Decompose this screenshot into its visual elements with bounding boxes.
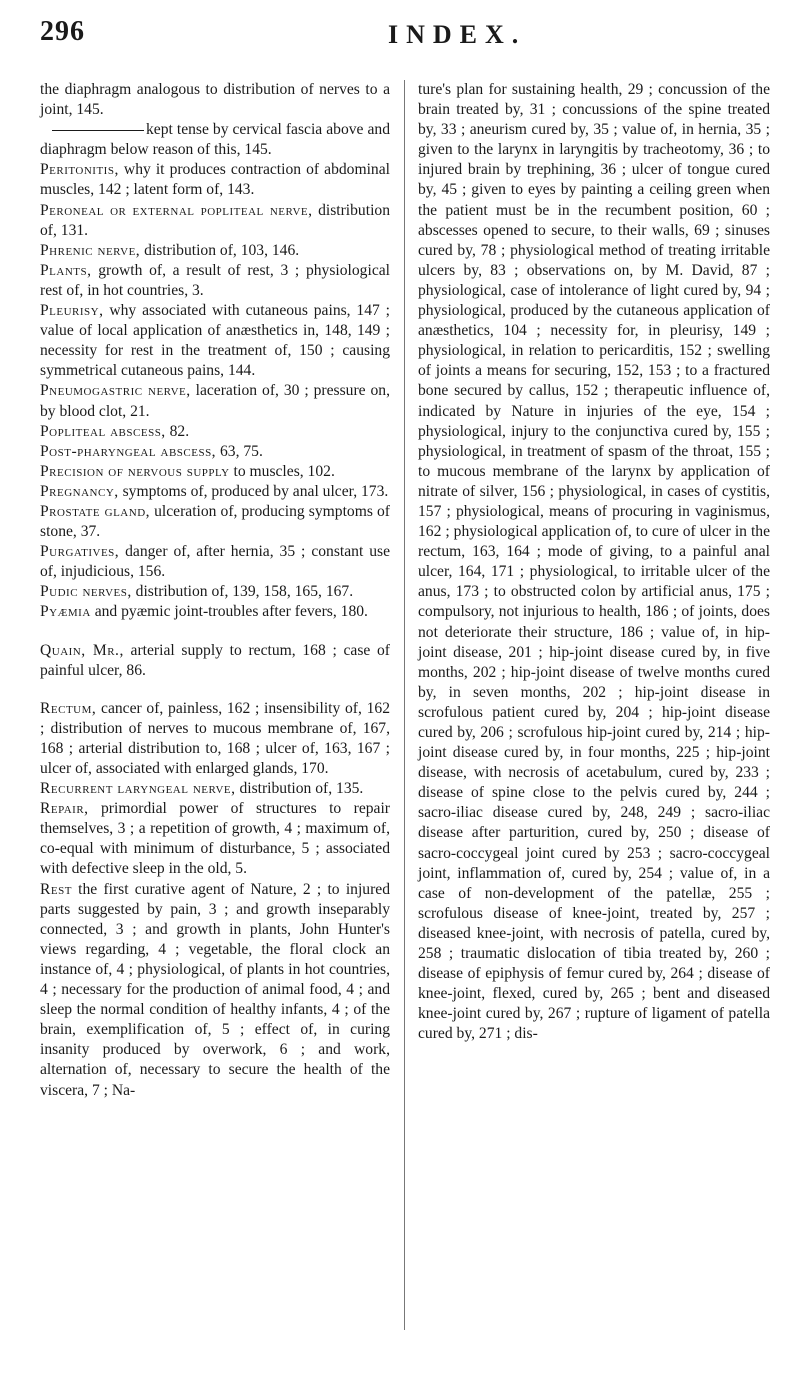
- index-entry-pleurisy: [40, 301, 390, 381]
- index-column-right: [418, 80, 770, 1370]
- index-entry-text: and pyæmic joint-troubles after fevers, 180.: [90, 603, 368, 621]
- index-column-left: [40, 80, 390, 1370]
- index-headword: Recurrent laryngeal nerve,: [40, 780, 236, 798]
- index-headword: Purgatives,: [40, 543, 120, 561]
- index-entry-text: ulceration of, producing symptoms of stone, 37.: [40, 502, 390, 541]
- index-entry-text: the diaphragm analogous to distribution of nerves to a joint, 145.: [40, 81, 390, 119]
- index-headword: Peroneal or external popliteal nerve,: [40, 201, 313, 219]
- index-headword: Precision of nervous supply: [40, 462, 230, 480]
- page-header: [40, 16, 760, 56]
- index-entry-text: distribution of, 103, 146.: [140, 241, 300, 259]
- index-entry-text: ture's plan for sustaining health, 29 ; concussion of the brain treated by, 31 ; concussions of the spine treated by, 33 ; aneurism cured by, 35 ; value of, in hernia, 35 ; given to the larynx in laryngitis by tracheotomy, 36 ; to injured brain by trephining, 36 ; ulcer of tongue cured by, 45 ; given to eyes by painting a ceiling green when the patient must be in the recumbent position, 60 ; abscesses opened to secure, to their walls, 69 ; sinuses cured by, 78 ; physiological method of treating irritable ulcers by, 83 ; observations on, by M. David, 87 ; physiological, case of intolerance of light cured by, 94 ; physiological, produced by the cutaneous application of anæsthetics, 104 ; necessity for, in pleurisy, 149 ; physiological, in relation to pericarditis, 152 ; swelling of joints a means for securing, 152, 153 ; to a fractured bone secured by callus, 152 ; therapeutic influence of, indicated by Nature in injuries of the eye, 154 ; physiological, injury to the conjunctiva cured by, 155 ; physiological, in treatment of spasm of the throat, 155 ; to mucous membrane of the larynx by application of nitrate of silver, 156 ; physiological, in cases of cystitis, 157 ; physiological, means of procuring in vaginismus, 162 ; physiological application of, to cure of ulcer in the rectum, 163, 164 ; mode of giving, to a painful anal ulcer, 164, 171 ; physiological, to irritable ulcer of the anus, 173 ; to obstructed colon by artificial anus, 175 ; compulsory, not injurious to health, 186 ; of joints, does not deteriorate their structure, 186 ; value of, in hip-joint disease, 201 ; hip-joint disease cured by, in five months, 202 ; hip-joint disease of twelve months cured by, in seven months, 202 ; hip-joint disease in scrofulous patient cured by, 204 ; hip-joint disease cured by, 206 ; scrofulous hip-joint cured by, 214 ; hip-joint disease cured by, in four months, 225 ; hip-joint disease, with necrosis of acetabulum, cured by, 233 ; disease of spine close to the pelvis cured by, 244 ; sacro-iliac disease cured by, 248, 249 ; sacro-iliac disease after parturition, cured by, 250 ; disease of sacro-coccygeal joint cured by 253 ; sacro-coccygeal joint, inflammation of, cured by, 254 ; value of, in a case of non-development of the patellæ, 255 ; scrofulous disease of knee-joint, treated by, 257 ; diseased knee-joint, with necrosis of patella, cured by, 258 ; traumatic dislocation of tibia treated by, 260 ; disease of epiphysis of femur cured by, 264 ; disease of knee-joint, flexed, cured by, 265 ; bent and diseased knee-joint cured by, 267 ; rupture of ligament of patella cured by, 271 ; dis-: [418, 81, 770, 1043]
- index-entry-diaphragm-cont: [40, 80, 390, 120]
- index-entry-rectum: [40, 699, 390, 779]
- index-headword: Pyæmia: [40, 603, 91, 621]
- index-entry-prostate: [40, 502, 390, 542]
- index-entry-pneumogastric: [40, 381, 390, 421]
- index-headword: Plants,: [40, 261, 92, 279]
- index-entry-text: kept tense by cervical fascia above and diaphragm below reason of this, 145.: [40, 121, 390, 159]
- index-entry-peroneal: [40, 201, 390, 241]
- index-headword: Pneumogastric nerve,: [40, 382, 191, 400]
- index-entry-text: danger of, after hernia, 35 ; constant use of, injudicious, 156.: [40, 543, 390, 581]
- index-entry-text: distribution of, 131.: [40, 201, 390, 239]
- index-entry-rest: [40, 880, 390, 1101]
- index-entry-rest-cont: [418, 80, 770, 1045]
- index-entry-text: to muscles, 102.: [229, 462, 335, 480]
- index-headword: Rest: [40, 880, 72, 898]
- index-entry-text: distribution of, 135.: [235, 780, 364, 798]
- index-headword: Rectum,: [40, 699, 97, 717]
- index-headword: Pregnancy,: [40, 482, 119, 500]
- index-entry-repair: [40, 799, 390, 879]
- index-entry-text: primordial power of structures to repair themselves, 3 ; a repetition of growth, 4 ; maximum of, co-equal with minimum of disturbance, 5 ; associated with defective sleep in the old, 5.: [40, 800, 390, 878]
- index-entry-text: laceration of, 30 ; pressure on, by blood clot, 21.: [40, 382, 390, 420]
- index-entry-precision: [40, 462, 390, 482]
- running-head: INDEX.: [388, 20, 527, 49]
- index-entry-recurrent: [40, 779, 390, 799]
- index-headword: Phrenic nerve,: [40, 241, 141, 259]
- index-entry-post-pharyngeal: [40, 442, 390, 462]
- index-headword: Pleurisy,: [40, 302, 104, 320]
- index-entry-pyaemia: [40, 602, 390, 622]
- index-columns: [40, 80, 770, 1370]
- index-entry-text: why it produces contraction of abdominal muscles, 142 ; latent form of, 143.: [40, 161, 390, 199]
- index-entry-popliteal: [40, 422, 390, 442]
- ditto-dash: [52, 130, 144, 131]
- index-headword: Post-pharyngeal abscess,: [40, 442, 217, 460]
- index-entry-purgatives: [40, 542, 390, 582]
- index-entry-phrenic: [40, 241, 390, 261]
- index-entry-kept-tense: [40, 120, 390, 160]
- index-headword: Repair,: [40, 800, 89, 818]
- index-entry-text: the first curative agent of Nature, 2 ; to injured parts suggested by pain, 3 ; and growth inseparably connected, 3 ; and growth in plants, John Hunter's views regarding, 4 ; vegetable, the floral clock an instance of, 4 ; physiological, of plants in hot countries, 4 ; necessary for the production of animal food, 4 ; and sleep the normal condition of healthy infants, 4 ; of the brain, exemplification of, 5 ; effect of, in curing insanity produced by overwork, 6 ; and work, alternation of, necessary to secure the health of the viscera, 7 ; Na-: [40, 880, 390, 1099]
- index-entry-quain: [40, 641, 390, 681]
- index-headword: Popliteal abscess,: [40, 422, 166, 440]
- index-entry-plants: [40, 261, 390, 301]
- index-entry-peritonitis: [40, 160, 390, 200]
- column-divider: [404, 80, 405, 1330]
- index-entry-pudic: [40, 582, 390, 602]
- index-entry-pregnancy: [40, 482, 390, 502]
- index-entry-text: cancer of, painless, 162 ; insensibility of, 162 ; distribution of nerves to mucous membrane of, 167, 168 ; arterial distribution to, 168 ; ulcer of, 163, 167 ; ulcer of, associated with enlarged glands, 170.: [40, 699, 390, 777]
- index-headword: Quain, Mr.,: [40, 641, 124, 659]
- page-number: 296: [40, 16, 85, 47]
- index-entry-text: growth of, a result of rest, 3 ; physiological rest of, in hot countries, 3.: [40, 261, 390, 299]
- index-entry-text: symptoms of, produced by anal ulcer, 173.: [118, 482, 389, 500]
- index-entry-text: 82.: [165, 422, 190, 440]
- index-headword: Peritonitis,: [40, 161, 119, 179]
- index-entry-text: distribution of, 139, 158, 165, 167.: [131, 583, 354, 601]
- index-headword: Prostate gland,: [40, 502, 151, 520]
- index-entry-text: arterial supply to rectum, 168 ; case of painful ulcer, 86.: [40, 641, 390, 679]
- index-entry-text: why associated with cutaneous pains, 147 ; value of local application of anæsthetics in, 148, 149 ; necessity for rest in the treatment of, 150 ; causing symmetrical cutaneous pains, 144.: [40, 302, 390, 380]
- index-entry-text: 63, 75.: [216, 442, 263, 460]
- index-headword: Pudic nerves,: [40, 583, 132, 601]
